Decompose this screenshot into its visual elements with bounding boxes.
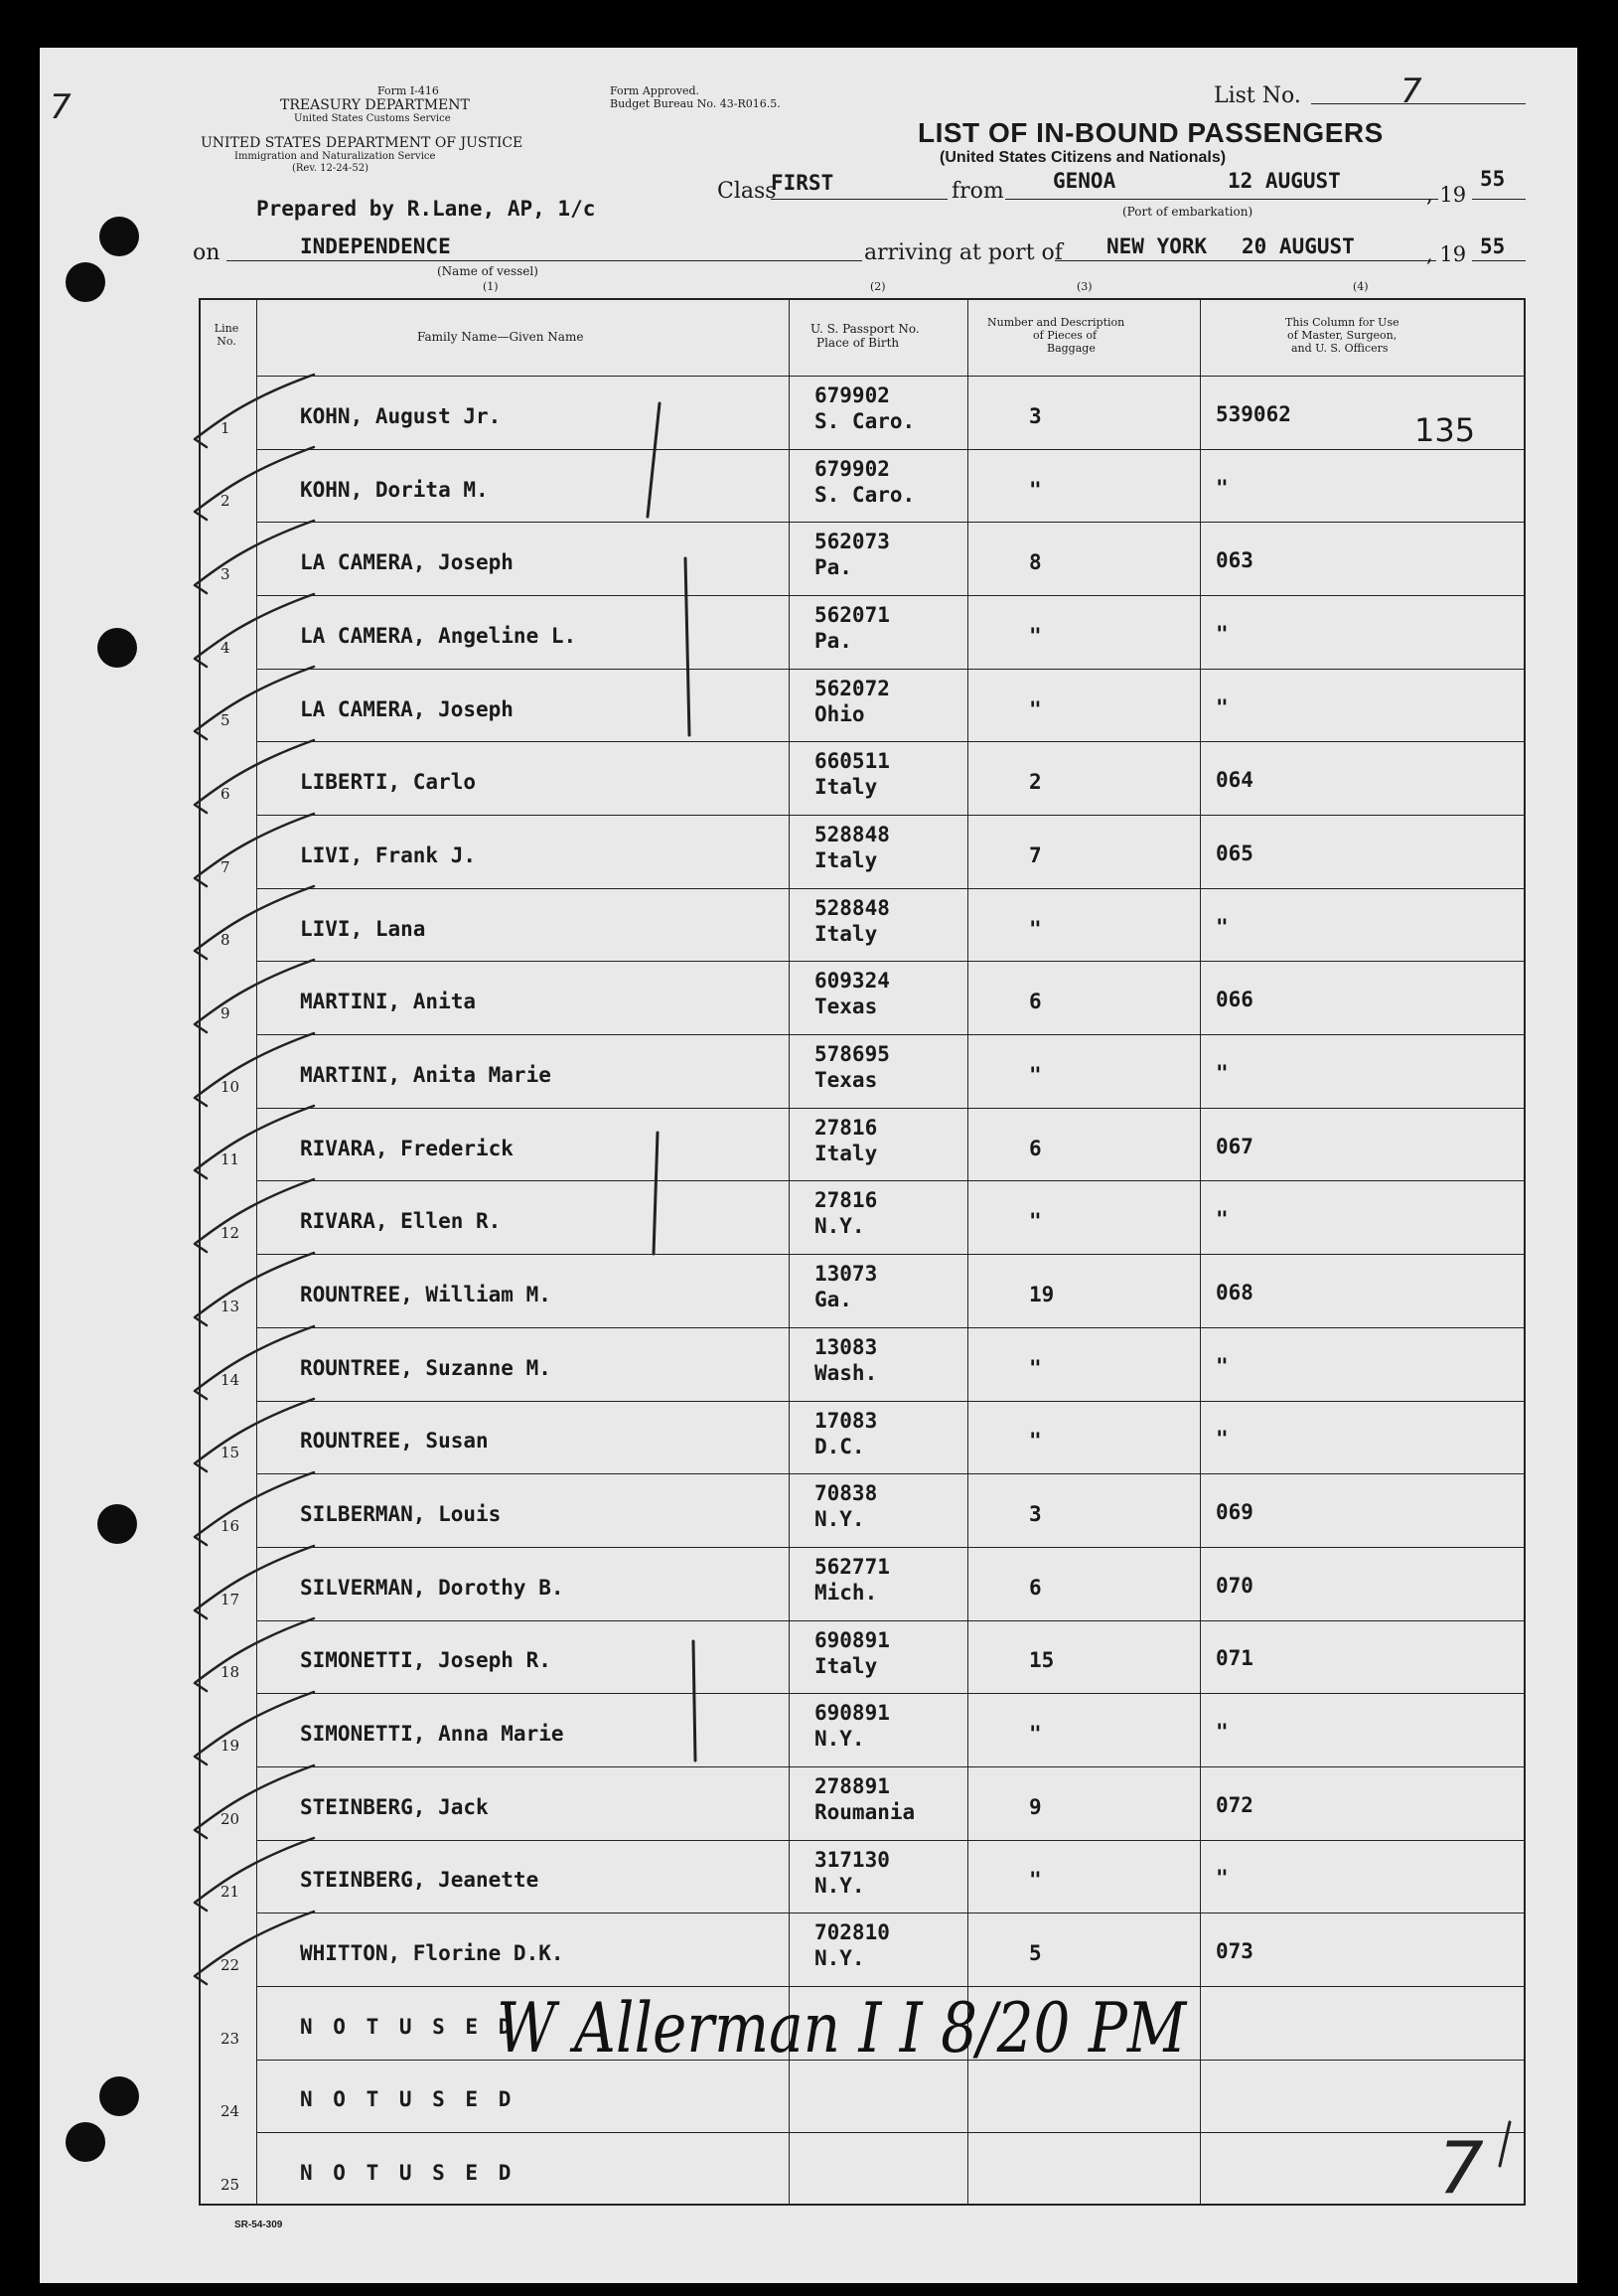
place-of-birth: Ga. — [814, 1288, 852, 1312]
passenger-name: ROUNTREE, Susan — [300, 1429, 489, 1454]
header-officers-2: of Master, Surgeon, — [1287, 329, 1397, 342]
class-label: Class — [717, 179, 777, 204]
header-line-no: Line No. — [214, 322, 239, 348]
budget-bureau: Budget Bureau No. 43-R016.5. — [610, 97, 781, 110]
baggage-count: " — [1029, 1722, 1042, 1747]
line-number: 22 — [221, 1955, 240, 1974]
passenger-name: LA CAMERA, Joseph — [300, 550, 514, 575]
passport-number: 17083 — [814, 1408, 878, 1433]
officer-entry: 066 — [1216, 988, 1253, 1012]
place-of-birth: Italy — [814, 921, 878, 946]
baggage-count: 9 — [1029, 1794, 1042, 1819]
customs-service: United States Customs Service — [294, 113, 451, 124]
place-of-birth: Texas — [814, 1068, 878, 1093]
line-number: 8 — [221, 931, 230, 950]
passport-number: 679902 — [814, 383, 890, 407]
passport-number: 562771 — [814, 1554, 890, 1579]
passenger-name: N O T U S E D — [300, 2161, 515, 2186]
passenger-name: N O T U S E D — [300, 2014, 515, 2039]
place-of-birth: N.Y. — [814, 1946, 865, 1971]
from-date: 12 AUGUST — [1228, 169, 1341, 193]
line-number: 7 — [221, 857, 230, 876]
header-baggage-2: of Pieces of — [1033, 329, 1098, 342]
place-of-birth: S. Caro. — [814, 409, 916, 433]
header-baggage-3: Baggage — [1047, 342, 1096, 355]
baggage-count: 3 — [1029, 1502, 1042, 1527]
place-of-birth: N.Y. — [814, 1727, 865, 1752]
passenger-name: RIVARA, Ellen R. — [300, 1209, 502, 1234]
line-number: 18 — [221, 1663, 240, 1682]
officer-entry: 072 — [1216, 1792, 1253, 1817]
place-of-birth: Roumania — [814, 1799, 916, 1824]
baggage-count: 19 — [1029, 1283, 1055, 1306]
passport-number: 27816 — [814, 1188, 878, 1213]
place-of-birth: Texas — [814, 995, 878, 1019]
officer-entry: " — [1216, 621, 1229, 646]
baggage-count: 2 — [1029, 770, 1042, 795]
passenger-name: KOHN, August Jr. — [300, 403, 502, 428]
officer-entry: 070 — [1216, 1573, 1253, 1598]
officer-entry: 063 — [1216, 548, 1253, 573]
passport-number: 13083 — [814, 1334, 878, 1359]
side-note: 135 — [1414, 411, 1476, 449]
officer-entry: " — [1216, 1207, 1229, 1232]
from-year-prefix: , 19 — [1426, 183, 1467, 207]
line-number: 2 — [221, 492, 230, 511]
header-officers-3: and U. S. Officers — [1291, 342, 1389, 355]
header-name: Family Name—Given Name — [417, 330, 584, 344]
corner-mark: 7 — [1438, 2126, 1484, 2210]
officer-entry: " — [1216, 1866, 1229, 1891]
officer-entry: 068 — [1216, 1281, 1253, 1304]
place-of-birth: Italy — [814, 1141, 878, 1165]
officer-entry: 539062 — [1216, 401, 1291, 426]
baggage-count: " — [1029, 477, 1042, 502]
officer-entry: 071 — [1216, 1646, 1253, 1671]
passenger-name: SIMONETTI, Anna Marie — [300, 1722, 564, 1747]
baggage-count: " — [1029, 1355, 1042, 1380]
line-number: 21 — [221, 1883, 240, 1902]
passport-number: 562071 — [814, 603, 890, 628]
form-number: Form I-416 — [377, 84, 439, 97]
passport-number: 562072 — [814, 676, 890, 700]
passenger-name: SIMONETTI, Joseph R. — [300, 1648, 551, 1673]
place-of-birth: Italy — [814, 1653, 878, 1678]
from-port: GENOA — [1053, 169, 1116, 193]
passport-number: 690891 — [814, 1627, 890, 1652]
baggage-count: " — [1029, 1062, 1042, 1087]
baggage-count: 3 — [1029, 403, 1042, 428]
line-number: 25 — [221, 2176, 240, 2194]
inspector-signature: W Allerman I I 8/20 PM — [497, 1987, 1187, 2068]
baggage-count: 6 — [1029, 990, 1042, 1014]
col-2-marker: (2) — [870, 280, 886, 293]
officer-entry: 069 — [1216, 1500, 1253, 1525]
passenger-name: N O T U S E D — [300, 2087, 515, 2112]
arrival-year: 55 — [1480, 234, 1506, 258]
baggage-count: " — [1029, 1429, 1042, 1454]
line-number: 15 — [221, 1444, 240, 1462]
line-number: 10 — [221, 1077, 240, 1096]
form-title: LIST OF IN-BOUND PASSENGERS — [918, 117, 1384, 148]
form-approved: Form Approved. — [610, 84, 700, 97]
line-number: 4 — [221, 638, 230, 657]
officer-entry: " — [1216, 1427, 1229, 1452]
form-subtitle: (United States Citizens and Nationals) — [940, 149, 1227, 166]
header-baggage-1: Number and Description — [987, 316, 1125, 329]
officer-entry: 073 — [1216, 1939, 1253, 1964]
passport-number: 528848 — [814, 895, 890, 920]
line-number: 13 — [221, 1297, 240, 1315]
baggage-count: " — [1029, 623, 1042, 648]
footer-form-code: SR-54-309 — [234, 2219, 283, 2230]
line-number: 11 — [221, 1150, 240, 1169]
passenger-name: ROUNTREE, Suzanne M. — [300, 1355, 551, 1380]
baggage-count: 5 — [1029, 1941, 1042, 1966]
passenger-name: LA CAMERA, Angeline L. — [300, 623, 577, 648]
officer-entry: " — [1216, 1720, 1229, 1745]
from-label: from — [952, 179, 1004, 204]
arrival-date: 20 AUGUST — [1242, 234, 1355, 258]
baggage-count: 7 — [1029, 842, 1042, 867]
class-value: FIRST — [771, 171, 834, 195]
ins-service: Immigration and Naturalization Service — [234, 151, 436, 162]
department-of-justice: UNITED STATES DEPARTMENT OF JUSTICE — [201, 135, 523, 151]
arrival-year-prefix: , 19 — [1426, 242, 1467, 266]
passport-number: 317130 — [814, 1847, 890, 1872]
line-number: 6 — [221, 785, 230, 804]
header-passport-2: Place of Birth — [816, 336, 900, 350]
passport-number: 562073 — [814, 530, 890, 554]
passenger-name: MARTINI, Anita Marie — [300, 1062, 551, 1087]
line-number: 3 — [221, 565, 230, 584]
line-number: 19 — [221, 1736, 240, 1755]
officer-entry: 067 — [1216, 1134, 1253, 1158]
header-officers-1: This Column for Use — [1285, 316, 1399, 329]
margin-note: 7 — [50, 87, 72, 127]
baggage-count: 15 — [1029, 1648, 1055, 1673]
revision-date: (Rev. 12-24-52) — [292, 163, 369, 174]
officer-entry: " — [1216, 694, 1229, 719]
place-of-birth: Wash. — [814, 1360, 878, 1385]
baggage-count: " — [1029, 916, 1042, 941]
arriving-label: arriving at port of — [864, 240, 1063, 265]
place-of-birth: N.Y. — [814, 1507, 865, 1532]
officer-entry: " — [1216, 914, 1229, 939]
passenger-name: STEINBERG, Jack — [300, 1794, 489, 1819]
passenger-name: LIVI, Lana — [300, 916, 426, 941]
officer-entry: " — [1216, 475, 1229, 500]
place-of-birth: S. Caro. — [814, 482, 916, 507]
line-number: 24 — [221, 2102, 240, 2121]
line-number: 17 — [221, 1590, 240, 1608]
passenger-name: SILBERMAN, Louis — [300, 1502, 502, 1527]
baggage-count: " — [1029, 1209, 1042, 1234]
place-of-birth: Ohio — [814, 701, 865, 726]
passenger-name: LIVI, Frank J. — [300, 842, 477, 867]
passport-number: 278891 — [814, 1773, 890, 1798]
place-of-birth: Italy — [814, 848, 878, 873]
prepared-by: Prepared by R.Lane, AP, 1/c — [256, 197, 596, 221]
line-number: 16 — [221, 1516, 240, 1535]
place-of-birth: N.Y. — [814, 1873, 865, 1898]
arrival-port: NEW YORK — [1106, 234, 1208, 258]
baggage-count: 8 — [1029, 550, 1042, 575]
officer-entry: " — [1216, 1353, 1229, 1378]
col-3-marker: (3) — [1077, 280, 1093, 293]
treasury-department: TREASURY DEPARTMENT — [280, 97, 470, 113]
passport-number: 528848 — [814, 823, 890, 847]
passport-number: 578695 — [814, 1042, 890, 1067]
line-number: 14 — [221, 1370, 240, 1389]
list-no-value: 7 — [1400, 72, 1422, 111]
line-number: 20 — [221, 1809, 240, 1828]
line-number: 9 — [221, 1004, 230, 1023]
place-of-birth: Pa. — [814, 555, 852, 580]
header-passport-1: U. S. Passport No. — [810, 322, 920, 336]
list-no-label: List No. — [1214, 83, 1301, 108]
passenger-name: ROUNTREE, William M. — [300, 1283, 551, 1306]
on-label: on — [193, 240, 221, 265]
passport-number: 690891 — [814, 1701, 890, 1726]
vessel-label: (Name of vessel) — [437, 264, 538, 278]
passenger-name: LA CAMERA, Joseph — [300, 696, 514, 721]
passenger-name: KOHN, Dorita M. — [300, 477, 489, 502]
passport-number: 660511 — [814, 749, 890, 774]
line-number: 23 — [221, 2029, 240, 2048]
vessel-name: INDEPENDENCE — [300, 234, 451, 258]
officer-entry: 065 — [1216, 841, 1253, 865]
passenger-name: RIVARA, Frederick — [300, 1136, 514, 1160]
passenger-name: MARTINI, Anita — [300, 990, 477, 1014]
passport-number: 27816 — [814, 1115, 878, 1140]
baggage-count: " — [1029, 696, 1042, 721]
passenger-name: WHITTON, Florine D.K. — [300, 1941, 564, 1966]
passenger-name: STEINBERG, Jeanette — [300, 1868, 539, 1893]
passport-number: 70838 — [814, 1481, 878, 1506]
passport-number: 702810 — [814, 1920, 890, 1945]
port-embarkation-label: (Port of embarkation) — [1122, 205, 1253, 219]
place-of-birth: D.C. — [814, 1434, 865, 1458]
col-1-marker: (1) — [483, 280, 499, 293]
from-year: 55 — [1480, 167, 1506, 191]
col-4-marker: (4) — [1353, 280, 1369, 293]
baggage-count: 6 — [1029, 1575, 1042, 1600]
baggage-count: " — [1029, 1868, 1042, 1893]
place-of-birth: Pa. — [814, 629, 852, 654]
place-of-birth: Mich. — [814, 1580, 878, 1605]
passport-number: 13073 — [814, 1262, 878, 1287]
passenger-name: SILVERMAN, Dorothy B. — [300, 1575, 564, 1600]
passenger-name: LIBERTI, Carlo — [300, 770, 477, 795]
place-of-birth: Italy — [814, 775, 878, 800]
passport-number: 609324 — [814, 969, 890, 994]
passport-number: 679902 — [814, 456, 890, 481]
line-number: 1 — [221, 418, 230, 437]
line-number: 12 — [221, 1224, 240, 1243]
line-number: 5 — [221, 711, 230, 730]
baggage-count: 6 — [1029, 1136, 1042, 1160]
officer-entry: " — [1216, 1060, 1229, 1085]
officer-entry: 064 — [1216, 768, 1253, 793]
place-of-birth: N.Y. — [814, 1214, 865, 1239]
